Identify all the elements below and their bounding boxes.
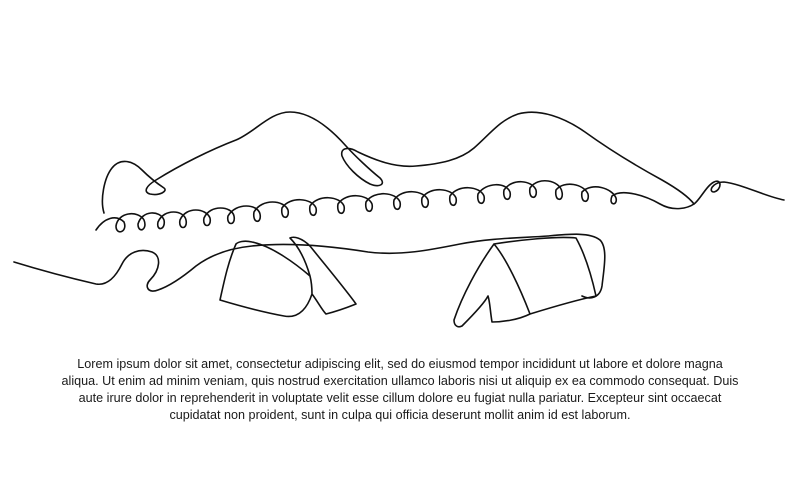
left-tent: [220, 237, 356, 316]
tree-row-line: [96, 181, 784, 232]
mountain-ridge-line: [102, 112, 694, 213]
ground-line: [14, 234, 605, 298]
caption-text: Lorem ipsum dolor sit amet, consectetur adipiscing elit, sed do eiusmod tempor incididunt ut labore et dolore magna aliqua. Ut enim ad minim veniam, quis nostrud exercitation ullamco laboris nisi ut aliquip ex ea commodo consequat. Duis aute irure dolor in reprehenderit in voluptate velit esse cillum dolore eu fugiat nulla pariatur. Excepteur sint occaecat cupidatat non proident, sunt in culpa qui officia deserunt mollit anim id est laborum.: [61, 357, 739, 422]
right-tent: [454, 237, 596, 326]
